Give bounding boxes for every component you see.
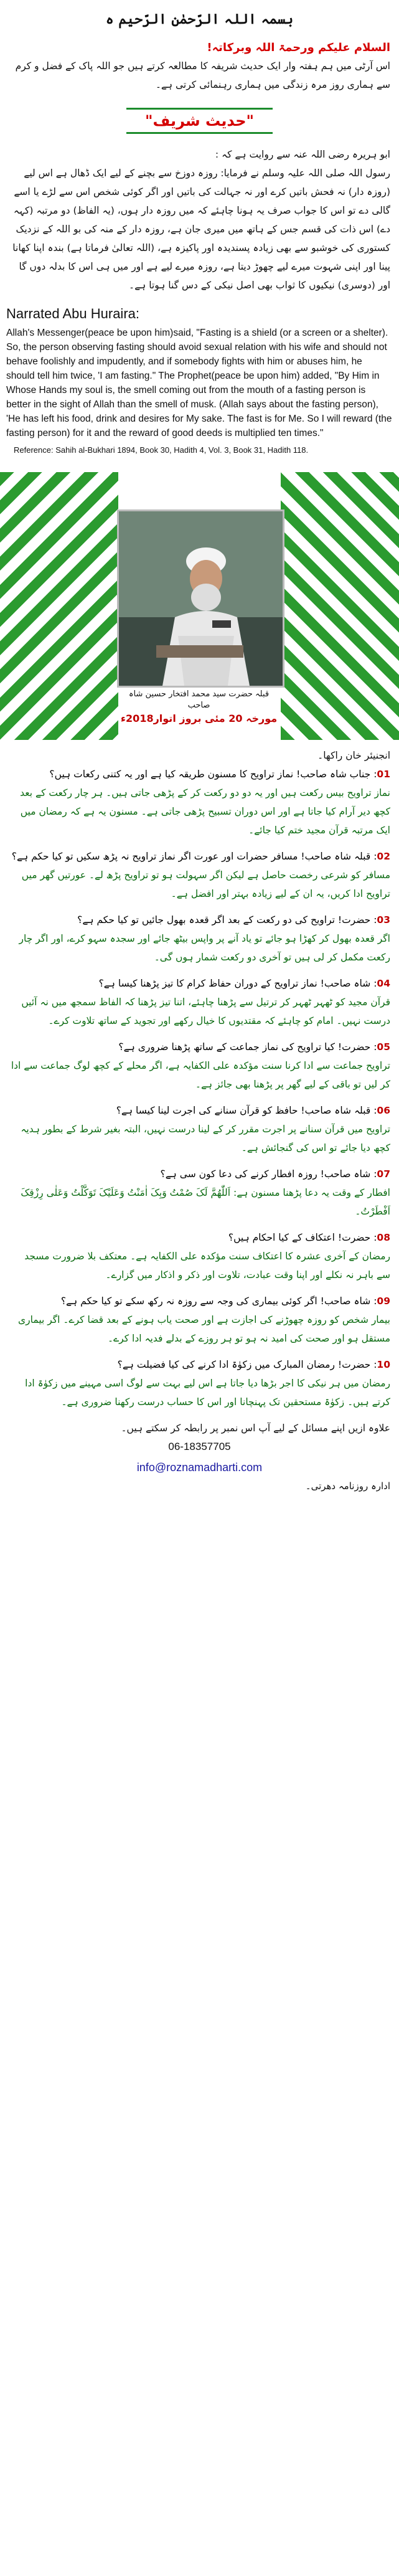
answer-text: تراویح جماعت سے ادا کرنا سنت مؤکدہ علی الکفایہ ہے، اگر محلے کے کچھ لوگ جماعت سے ادا کر لیں تو باقی کے لیے گھر پر پڑھنا بھی جائز ہے۔ [11, 1060, 390, 1090]
question-number: 05 [377, 1041, 390, 1053]
qa-item: 04: شاہ صاحب! نماز تراویح کے دوران حفاظ کرام کا تیز پڑھنا کیسا ہے؟ قرآن مجید کو ٹھہر ٹھہر کر ترتیل سے پڑھنا چاہئے، اتنا تیز پڑھنا کہ الفاظ سمجھ میں نہ آئیں درست نہیں۔ امام کو چاہئے کہ مقتدیوں کا خیال رکھے اور تجوید کے ساتھ تلاوت کرے۔ [0, 974, 399, 1038]
photo-date: مورخہ 20 مئی بروز اتوار2018ء [120, 713, 278, 724]
qa-item: 06: قبلہ شاہ صاحب! حافظ کو قرآن سنانے کی اجرت لینا کیسا ہے؟ تراویح میں قرآن سنانے پر اجرت مقرر کر کے لینا درست نہیں، البتہ بغیر شرط کے بطور ہدیہ کچھ دیا جائے تو اس کی گنجائش ہے۔ [0, 1101, 399, 1165]
hadith-reference: Reference: Sahih al-Bukhari 1894, Book 30, Hadith 4, Vol. 3, Book 31, Hadith 118. [14, 445, 309, 455]
question-number: 04 [377, 978, 390, 989]
green-stripes-left [0, 472, 118, 740]
answer-text: اگر قعدہ بھول کر کھڑا ہو جائے تو یاد آنے پر واپس بیٹھ جائے اور سجدہ سہو کرے، اور اگر چار رکعت مکمل کر لی ہیں تو آخری دو رکعت شمار ہوں گی۔ [19, 933, 390, 963]
bismillah-heading: بسمہ اللہ الرّحمٰن الرّحیم ہ [105, 11, 294, 27]
photo-caption: قبلہ حضرت سید محمد افتخار حسین شاہ صاحب [128, 689, 270, 710]
question-number: 03 [377, 914, 390, 926]
question-text: قبلہ شاہ صاحب! مسافر حضرات اور عورت اگر نماز تراویح نہ پڑھ سکیں تو کیا حکم ہے؟ [11, 851, 371, 862]
qa-item: 08: حضرت! اعتکاف کے کیا احکام ہیں؟ رمضان کے آخری عشرہ کا اعتکاف سنت مؤکدہ علی الکفایہ ہے۔ معتکف بلا ضرورت مسجد سے باہر نہ نکلے اور اپنا وقت عبادت، تلاوت اور ذکر و اذکار میں گزارے۔ [0, 1228, 399, 1292]
qa-item: 07: شاہ صاحب! روزہ افطار کرنے کی دعا کون سی ہے؟ افطار کے وقت یہ دعا پڑھنا مسنون ہے: اَللّٰھُمَّ لَکَ صُمْتُ وَبِکَ اٰمَنْتُ وَعَلَیْکَ تَوَکَّلْتُ وَعَلٰی رِزْقِکَ اَفْطَرْتُ۔ [0, 1165, 399, 1228]
urdu-hadith-text: رسول اللہ صلی اللہ علیہ وسلم نے فرمایا: روزہ دوزخ سے بچنے کے لیے ایک ڈھال ہے اس لیے (روزہ دار) نہ فحش باتیں کرے اور نہ جہالت کی باتیں اور اگر کوئی شخص اس سے لڑے یا اسے گالی دے تو اس کا جواب صرف یہ ہونا چاہئے کہ میں روزہ دار ہوں، (یہ الفاظ) دو مرتبہ (کہہ دے) اس ذات کی قسم جس کے ہاتھ میں میری جان ہے، روزہ دار کے منہ کی بو اللہ کے نزدیک کستوری کی خوشبو سے بھی زیادہ پسندیدہ اور پاکیزہ ہے، (اللہ تعالیٰ فرماتا ہے) بندہ اپنا کھانا پینا اور اپنی شہوت میرے لیے چھوڑ دیتا ہے، روزہ میرے لیے ہے اور میں ہی اس کا بدلہ دوں گا اور (دوسری) نیکیوں کا ثواب بھی اصل نیکی کے دس گنا ہوتا ہے۔ [12, 168, 390, 291]
photo-banner [0, 472, 399, 740]
question-text: حضرت! اعتکاف کے کیا احکام ہیں؟ [228, 1232, 371, 1243]
footer-email-link[interactable]: info@roznamadharti.com [136, 1461, 263, 1474]
footer-note: علاوہ ازیں اپنے مسائل کے لیے آپ اس نمبر پر رابطہ کر سکتے ہیں۔ [121, 1423, 390, 1434]
qa-item: 10: حضرت! رمضان المبارک میں زکوٰۃ ادا کرنے کی کیا فضیلت ہے؟ رمضان میں ہر نیکی کا اجر بڑھا دیا جاتا ہے اس لیے بہت سے لوگ اسی مہینے میں زکوٰۃ ادا کرتے ہیں۔ زکوٰۃ مستحقین تک پہنچانا اور اس کا حساب درست رکھنا ضروری ہے۔ [0, 1355, 399, 1419]
question-number: 02 [377, 851, 390, 862]
qa-item: 09: شاہ صاحب! اگر کوئی بیماری کی وجہ سے روزہ نہ رکھ سکے تو کیا حکم ہے؟ بیمار شخص کو روزہ چھوڑنے کی اجازت ہے اور صحت یاب ہونے کے بعد قضا کرے۔ اگر بیماری مستقل ہو اور صحت کی امید نہ ہو تو ہر روزے کے بدلے فدیہ ادا کرے۔ [0, 1292, 399, 1355]
question-text: شاہ صاحب! روزہ افطار کرنے کی دعا کون سی ہے؟ [160, 1168, 371, 1180]
qa-item: 02: قبلہ شاہ صاحب! مسافر حضرات اور عورت اگر نماز تراویح نہ پڑھ سکیں تو کیا حکم ہے؟ مسافر کو شرعی رخصت حاصل ہے لیکن اگر سہولت ہو تو تراویح پڑھ لے۔ عورتیں گھر میں تراویح ادا کریں، یہ ان کے لیے زیادہ بہتر اور افضل ہے۔ [0, 847, 399, 911]
qa-item: 05: حضرت! کیا تراویح کی نماز جماعت کے ساتھ پڑھنا ضروری ہے؟ تراویح جماعت سے ادا کرنا سنت مؤکدہ علی الکفایہ ہے، اگر محلے کے کچھ لوگ جماعت سے ادا کر لیں تو باقی کے لیے گھر پر پڑھنا بھی جائز ہے۔ [0, 1038, 399, 1101]
question-number: 10 [377, 1359, 390, 1370]
qa-item: 01: جناب شاہ صاحب! نماز تراویح کا مسنون طریقہ کیا ہے اور یہ کتنی رکعات ہیں؟ نماز تراویح بیس رکعت ہیں اور یہ دو دو رکعت کر کے پڑھی جاتی ہیں۔ ہر چار رکعت کے بعد کچھ دیر آرام کیا جاتا ہے اور اس دوران تسبیح پڑھی جاتی ہے۔ مسنون یہ ہے کہ رمضان میں ایک مرتبہ قرآن مجید ختم کیا جائے۔ [0, 765, 399, 847]
hadith-title-text: "حدیث شریف" [126, 108, 273, 134]
answer-text: افطار کے وقت یہ دعا پڑھنا مسنون ہے: اَللّٰھُمَّ لَکَ صُمْتُ وَبِکَ اٰمَنْتُ وَعَلَیْکَ تَوَکَّلْتُ وَعَلٰی رِزْقِکَ اَفْطَرْتُ۔ [21, 1187, 390, 1217]
question-number: 06 [377, 1105, 390, 1116]
english-narrated-line: Narrated Abu Huraira: [6, 306, 139, 321]
qa-host: انجنیئر خان راکھا۔ [317, 750, 390, 761]
speaker-illustration [119, 511, 283, 686]
answer-text: مسافر کو شرعی رخصت حاصل ہے لیکن اگر سہولت ہو تو تراویح پڑھ لے۔ عورتیں گھر میں تراویح ادا کریں، یہ ان کے لیے زیادہ بہتر اور افضل ہے۔ [21, 869, 390, 899]
urdu-narrator-line: ابو ہریرہ رضی اللہ عنہ سے روایت ہے کہ : [215, 149, 390, 160]
question-number: 08 [377, 1232, 390, 1243]
question-number: 09 [377, 1295, 390, 1307]
question-text: شاہ صاحب! نماز تراویح کے دوران حفاظ کرام کا تیز پڑھنا کیسا ہے؟ [98, 978, 371, 989]
question-text: حضرت! تراویح کی دو رکعت کے بعد اگر قعدہ بھول جائیں تو کیا حکم ہے؟ [77, 914, 371, 926]
green-stripes-right [281, 472, 399, 740]
answer-text: بیمار شخص کو روزہ چھوڑنے کی اجازت ہے اور صحت یاب ہونے کے بعد قضا کرے۔ اگر بیماری مستقل ہو اور صحت کی امید نہ ہو تو ہر روزے کے بدلے فدیہ ادا کرے۔ [18, 1314, 390, 1344]
qa-item: 03: حضرت! تراویح کی دو رکعت کے بعد اگر قعدہ بھول جائیں تو کیا حکم ہے؟ اگر قعدہ بھول کر کھڑا ہو جائے تو یاد آنے پر واپس بیٹھ جائے اور سجدہ سہو کرے، اور اگر چار رکعت مکمل کر لی ہیں تو آخری دو رکعت شمار ہوں گی۔ [0, 911, 399, 974]
english-hadith-text: Allah's Messenger(peace be upon him)said, "Fasting is a shield (or a screen or a shelter). So, the person observing fasting should avoid sexual relation with his wife and should not behave foolishly and impudently, and if somebody fights with him or abuses him, he should tell him twice, 'I am fasting." The Prophet(peace be upon him) added, "By Him in Whose Hands my soul is, the smell coming out from the mouth of a fasting person is better in the sight of Allah than the smell of musk. (Allah says about the fasting person), 'He has left his food, drink and desires for My sake. The fast is for Me. So I will reward (the fasting person) for it and the reward of good deeds is multiplied ten times." [6, 328, 392, 438]
question-text: حضرت! رمضان المبارک میں زکوٰۃ ادا کرنے کی کیا فضیلت ہے؟ [117, 1359, 371, 1370]
speaker-photo [117, 509, 284, 688]
question-number: 07 [377, 1168, 390, 1180]
question-text: شاہ صاحب! اگر کوئی بیماری کی وجہ سے روزہ نہ رکھ سکے تو کیا حکم ہے؟ [60, 1295, 371, 1307]
footer-phone: 06-18357705 [168, 1441, 231, 1452]
answer-text: نماز تراویح بیس رکعت ہیں اور یہ دو دو رکعت کر کے پڑھی جاتی ہیں۔ ہر چار رکعت کے بعد کچھ دیر آرام کیا جاتا ہے اور اس دوران تسبیح پڑھی جاتی ہے۔ مسنون یہ ہے کہ رمضان میں ایک مرتبہ قرآن مجید ختم کیا جائے۔ [20, 787, 390, 836]
question-number: 01 [377, 769, 390, 780]
footer-closing: ادارہ روزنامہ دھرتی۔ [305, 1480, 390, 1492]
salam-greeting: السلام علیکم ورحمۃ اللہ وبرکاتہ! [207, 41, 390, 54]
answer-text: رمضان کے آخری عشرہ کا اعتکاف سنت مؤکدہ علی الکفایہ ہے۔ معتکف بلا ضرورت مسجد سے باہر نہ نکلے اور اپنا وقت عبادت، تلاوت اور ذکر و اذکار میں گزارے۔ [24, 1251, 390, 1281]
answer-text: رمضان میں ہر نیکی کا اجر بڑھا دیا جاتا ہے اس لیے بہت سے لوگ اسی مہینے میں زکوٰۃ ادا کرتے ہیں۔ زکوٰۃ مستحقین تک پہنچانا اور اس کا حساب درست رکھنا ضروری ہے۔ [25, 1378, 390, 1408]
question-text: قبلہ شاہ صاحب! حافظ کو قرآن سنانے کی اجرت لینا کیسا ہے؟ [116, 1105, 371, 1116]
question-text: جناب شاہ صاحب! نماز تراویح کا مسنون طریقہ کیا ہے اور یہ کتنی رکعات ہیں؟ [49, 769, 371, 780]
qa-list [0, 765, 399, 1419]
answer-text: قرآن مجید کو ٹھہر ٹھہر کر ترتیل سے پڑھنا چاہئے، اتنا تیز پڑھنا کہ الفاظ سمجھ میں نہ آئیں درست نہیں۔ امام کو چاہئے کہ مقتدیوں کا خیال رکھے اور تجوید کے ساتھ تلاوت کرے۔ [21, 997, 390, 1026]
answer-text: تراویح میں قرآن سنانے پر اجرت مقرر کر کے لینا درست نہیں، البتہ بغیر شرط کے بطور ہدیہ کچھ دیا جائے تو اس کی گنجائش ہے۔ [21, 1124, 390, 1153]
intro-paragraph: اس آرٹی میں ہم ہفتہ وار ایک حدیث شریفہ کا مطالعہ کرتے ہیں جو اللہ پاک کے فضل و کرم سے ہماری روز مرہ زندگی میں ہماری رہنمائی کرتی ہے۔ [15, 60, 390, 90]
question-text: حضرت! کیا تراویح کی نماز جماعت کے ساتھ پڑھنا ضروری ہے؟ [118, 1041, 371, 1053]
hadith-title [0, 108, 399, 134]
